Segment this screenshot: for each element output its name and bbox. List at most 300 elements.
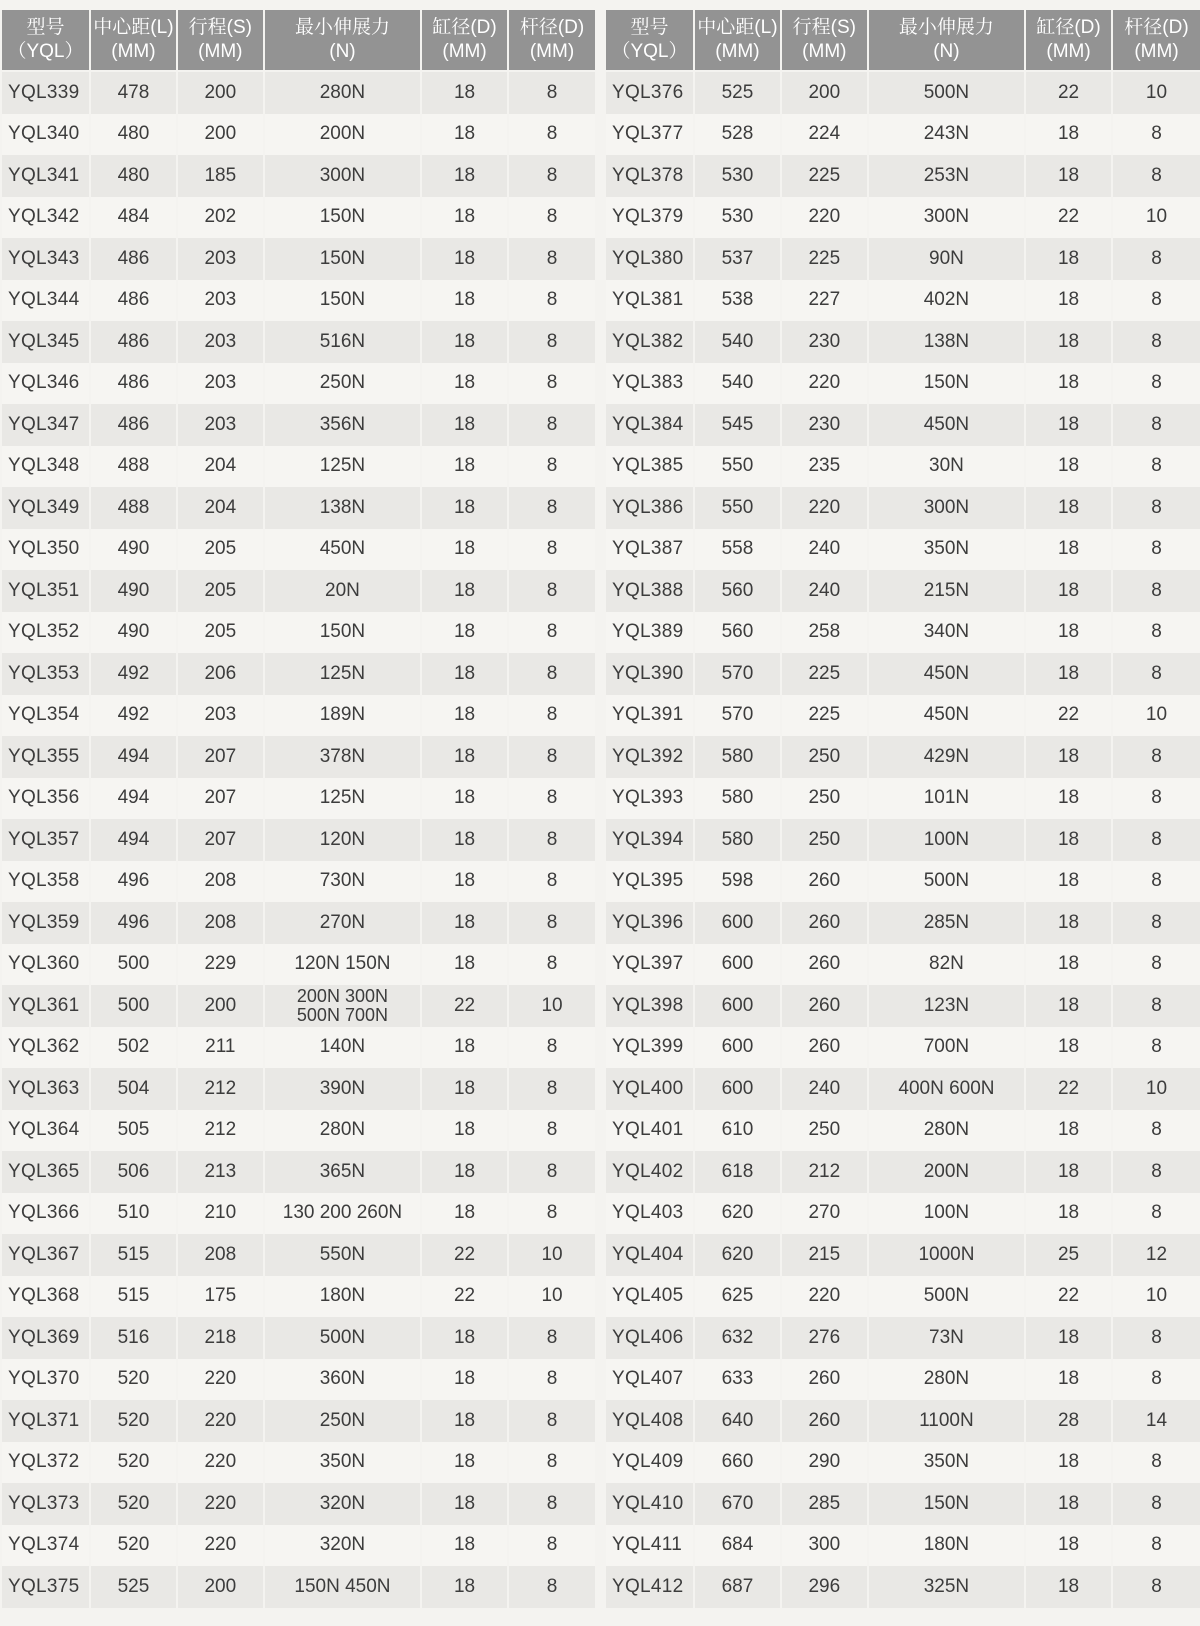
header-model [606,10,693,72]
table-row [2,985,595,1027]
cell-rod-diameter: 8 [509,570,595,612]
cell-min-extension-force: 189N [265,695,420,737]
cell-min-extension-force: 280N [265,1110,420,1152]
table-row [2,238,595,280]
cell-center-distance: 525 [91,1566,176,1608]
table-row [606,1110,1200,1152]
table-row [2,363,595,405]
cell-center-distance: 610 [695,1110,780,1152]
cell-model: YQL358 [2,861,89,903]
table-row [606,1483,1200,1525]
cell-rod-diameter: 8 [1113,404,1200,446]
cell-cylinder-diameter: 22 [422,1276,507,1318]
cell-stroke: 211 [178,1027,263,1069]
cell-min-extension-force: 340N [869,612,1024,654]
cell-rod-diameter: 8 [509,72,595,114]
table-row [2,1317,595,1359]
cell-min-extension-force: 120N [265,819,420,861]
cell-center-distance: 684 [695,1525,780,1567]
cell-center-distance: 480 [91,114,176,156]
cell-model: YQL385 [606,446,693,488]
cell-stroke: 225 [782,653,867,695]
cell-min-extension-force: 500N [869,1276,1024,1318]
cell-cylinder-diameter: 18 [1026,1483,1111,1525]
cell-rod-diameter: 8 [509,280,595,322]
header-unit: (N) [329,41,356,62]
cell-center-distance: 537 [695,238,780,280]
cell-min-extension-force: 390N [265,1068,420,1110]
header-unit: (N) [933,41,960,62]
cell-cylinder-diameter: 18 [422,902,507,944]
cell-cylinder-diameter: 18 [422,1110,507,1152]
cell-min-extension-force: 100N [869,819,1024,861]
cell-model: YQL410 [606,1483,693,1525]
table-row [2,778,595,820]
cell-rod-diameter: 8 [1113,902,1200,944]
cell-stroke: 220 [178,1359,263,1401]
cell-min-extension-force: 280N [869,1359,1024,1401]
table-row [606,487,1200,529]
cell-rod-diameter: 12 [1113,1234,1200,1276]
cell-rod-diameter: 8 [509,695,595,737]
cell-cylinder-diameter: 18 [1026,1110,1111,1152]
cell-model: YQL394 [606,819,693,861]
cell-cylinder-diameter: 18 [422,1068,507,1110]
cell-model: YQL349 [2,487,89,529]
cell-center-distance: 545 [695,404,780,446]
cell-cylinder-diameter: 18 [422,1317,507,1359]
header-label: 杆径(D) [1124,17,1189,38]
cell-rod-diameter: 8 [1113,529,1200,571]
table-row [2,1151,595,1193]
cell-min-extension-force: 500N [265,1317,420,1359]
cell-model: YQL369 [2,1317,89,1359]
cell-model: YQL365 [2,1151,89,1193]
table-row [2,72,595,114]
table-row [606,1400,1200,1442]
cell-cylinder-diameter: 18 [1026,363,1111,405]
cell-min-extension-force: 125N [265,653,420,695]
cell-model: YQL362 [2,1027,89,1069]
cell-stroke: 290 [782,1442,867,1484]
cell-model: YQL402 [606,1151,693,1193]
cell-rod-diameter: 10 [1113,197,1200,239]
cell-stroke: 260 [782,1027,867,1069]
cell-cylinder-diameter: 18 [422,446,507,488]
header-center-distance [695,10,780,72]
cell-rod-diameter: 8 [509,1442,595,1484]
table-row [2,1566,595,1608]
cell-stroke: 203 [178,280,263,322]
cell-stroke: 200 [782,72,867,114]
cell-cylinder-diameter: 18 [422,1566,507,1608]
header-label: 中心距(L) [697,17,778,38]
cell-rod-diameter: 8 [1113,1193,1200,1235]
cell-stroke: 213 [178,1151,263,1193]
cell-min-extension-force: 73N [869,1317,1024,1359]
cell-cylinder-diameter: 22 [1026,72,1111,114]
cell-rod-diameter: 8 [509,653,595,695]
cell-rod-diameter: 8 [1113,238,1200,280]
cell-stroke: 240 [782,1068,867,1110]
spec-table-right [604,10,1200,1608]
header-min-extension-force [265,10,420,72]
header-row [2,10,595,72]
header-unit: （YQL） [7,41,84,62]
cell-min-extension-force: 325N [869,1566,1024,1608]
cell-cylinder-diameter: 18 [1026,985,1111,1027]
table-row [606,1234,1200,1276]
table-row [606,944,1200,986]
table-row [606,1317,1200,1359]
cell-model: YQL348 [2,446,89,488]
cell-center-distance: 484 [91,197,176,239]
cell-cylinder-diameter: 18 [1026,1566,1111,1608]
cell-rod-diameter: 8 [509,404,595,446]
table-row [606,72,1200,114]
header-label: 最小伸展力 [294,17,390,38]
cell-min-extension-force: 140N [265,1027,420,1069]
cell-min-extension-force: 150N [265,197,420,239]
cell-min-extension-force: 150N [869,1483,1024,1525]
cell-stroke: 227 [782,280,867,322]
cell-center-distance: 660 [695,1442,780,1484]
cell-stroke: 220 [178,1400,263,1442]
cell-model: YQL361 [2,985,89,1027]
header-label: 中心距(L) [93,17,174,38]
cell-center-distance: 558 [695,529,780,571]
cell-model: YQL405 [606,1276,693,1318]
cell-center-distance: 486 [91,321,176,363]
table-row [606,280,1200,322]
cell-rod-diameter: 8 [1113,1483,1200,1525]
cell-stroke: 185 [178,155,263,197]
cell-center-distance: 515 [91,1276,176,1318]
table-row [2,653,595,695]
cell-stroke: 220 [782,1276,867,1318]
header-rod-diameter [509,10,595,72]
cell-cylinder-diameter: 18 [1026,1151,1111,1193]
cell-model: YQL359 [2,902,89,944]
header-model [2,10,89,72]
cell-rod-diameter: 8 [509,114,595,156]
cell-rod-diameter: 8 [1113,487,1200,529]
cell-model: YQL386 [606,487,693,529]
cell-rod-diameter: 8 [509,902,595,944]
cell-center-distance: 620 [695,1193,780,1235]
cell-center-distance: 506 [91,1151,176,1193]
cell-rod-diameter: 8 [509,1110,595,1152]
cell-cylinder-diameter: 18 [422,778,507,820]
cell-cylinder-diameter: 18 [422,197,507,239]
cell-rod-diameter: 8 [1113,861,1200,903]
table-row [606,861,1200,903]
cell-stroke: 212 [178,1068,263,1110]
table-row [2,197,595,239]
header-unit: (MM) [715,41,760,62]
cell-center-distance: 488 [91,487,176,529]
cell-stroke: 203 [178,321,263,363]
cell-min-extension-force: 30N [869,446,1024,488]
cell-model: YQL363 [2,1068,89,1110]
cell-min-extension-force: 150N [265,280,420,322]
cell-stroke: 204 [178,446,263,488]
cell-min-extension-force: 450N [869,653,1024,695]
cell-rod-diameter: 8 [509,1566,595,1608]
cell-min-extension-force: 100N [869,1193,1024,1235]
cell-model: YQL373 [2,1483,89,1525]
cell-model: YQL376 [606,72,693,114]
cell-cylinder-diameter: 18 [1026,404,1111,446]
cell-center-distance: 540 [695,321,780,363]
cell-center-distance: 505 [91,1110,176,1152]
cell-rod-diameter: 8 [509,446,595,488]
cell-rod-diameter: 8 [1113,653,1200,695]
cell-rod-diameter: 8 [509,1483,595,1525]
cell-stroke: 200 [178,1566,263,1608]
cell-rod-diameter: 10 [509,1234,595,1276]
cell-rod-diameter: 8 [509,1317,595,1359]
table-row [2,1483,595,1525]
cell-stroke: 260 [782,1400,867,1442]
cell-model: YQL371 [2,1400,89,1442]
cell-stroke: 220 [782,363,867,405]
table-row [606,778,1200,820]
cell-model: YQL398 [606,985,693,1027]
cell-cylinder-diameter: 18 [422,653,507,695]
cell-rod-diameter: 8 [1113,280,1200,322]
cell-stroke: 250 [782,1110,867,1152]
cell-stroke: 202 [178,197,263,239]
cell-center-distance: 620 [695,1234,780,1276]
cell-min-extension-force: 350N [265,1442,420,1484]
header-unit: (MM) [1134,41,1179,62]
table-row [606,446,1200,488]
cell-center-distance: 600 [695,902,780,944]
cell-cylinder-diameter: 25 [1026,1234,1111,1276]
cell-stroke: 235 [782,446,867,488]
cell-stroke: 205 [178,570,263,612]
cell-model: YQL391 [606,695,693,737]
cell-cylinder-diameter: 18 [422,861,507,903]
cell-min-extension-force: 516N [265,321,420,363]
table-row [606,529,1200,571]
cell-center-distance: 570 [695,653,780,695]
cell-model: YQL367 [2,1234,89,1276]
cell-center-distance: 490 [91,570,176,612]
cell-min-extension-force: 365N [265,1151,420,1193]
cell-cylinder-diameter: 18 [1026,1027,1111,1069]
cell-stroke: 296 [782,1566,867,1608]
cell-stroke: 200 [178,114,263,156]
cell-stroke: 203 [178,404,263,446]
cell-center-distance: 560 [695,612,780,654]
cell-center-distance: 618 [695,1151,780,1193]
cell-rod-diameter: 8 [509,1068,595,1110]
table-row [606,1151,1200,1193]
cell-cylinder-diameter: 18 [422,612,507,654]
cell-cylinder-diameter: 18 [1026,570,1111,612]
cell-stroke: 224 [782,114,867,156]
cell-cylinder-diameter: 18 [422,487,507,529]
cell-center-distance: 496 [91,902,176,944]
table-row [2,1400,595,1442]
cell-center-distance: 580 [695,778,780,820]
header-label: 缸径(D) [432,17,497,38]
cell-min-extension-force: 550N [265,1234,420,1276]
header-cylinder-diameter [1026,10,1111,72]
cell-stroke: 205 [178,612,263,654]
cell-model: YQL381 [606,280,693,322]
cell-min-extension-force: 350N [869,529,1024,571]
cell-rod-diameter: 8 [1113,1359,1200,1401]
table-row [606,985,1200,1027]
cell-rod-diameter: 10 [1113,1068,1200,1110]
cell-rod-diameter: 8 [1113,114,1200,156]
header-unit: (MM) [1046,41,1091,62]
header-unit: (MM) [442,41,487,62]
cell-stroke: 220 [782,197,867,239]
cell-model: YQL351 [2,570,89,612]
cell-cylinder-diameter: 18 [422,238,507,280]
cell-stroke: 212 [178,1110,263,1152]
cell-rod-diameter: 8 [1113,944,1200,986]
cell-model: YQL393 [606,778,693,820]
cell-cylinder-diameter: 18 [1026,778,1111,820]
cell-center-distance: 516 [91,1317,176,1359]
cell-min-extension-force: 1100N [869,1400,1024,1442]
table-row [606,197,1200,239]
table-row [2,1234,595,1276]
cell-cylinder-diameter: 18 [422,363,507,405]
table-row [2,570,595,612]
cell-stroke: 220 [178,1442,263,1484]
cell-model: YQL387 [606,529,693,571]
cell-model: YQL400 [606,1068,693,1110]
cell-center-distance: 640 [695,1400,780,1442]
cell-cylinder-diameter: 18 [1026,487,1111,529]
cell-stroke: 230 [782,321,867,363]
cell-stroke: 220 [178,1483,263,1525]
header-cylinder-diameter [422,10,507,72]
cell-stroke: 218 [178,1317,263,1359]
cell-center-distance: 502 [91,1027,176,1069]
cell-cylinder-diameter: 22 [422,985,507,1027]
cell-rod-diameter: 8 [1113,1027,1200,1069]
cell-min-extension-force: 150N [869,363,1024,405]
cell-cylinder-diameter: 18 [422,321,507,363]
table-row [606,1193,1200,1235]
cell-model: YQL344 [2,280,89,322]
cell-cylinder-diameter: 18 [422,114,507,156]
cell-center-distance: 478 [91,72,176,114]
table-row [2,612,595,654]
table-row [2,1525,595,1567]
header-rod-diameter [1113,10,1200,72]
cell-min-extension-force: 20N [265,570,420,612]
cell-stroke: 250 [782,819,867,861]
cell-min-extension-force: 300N [869,197,1024,239]
cell-model: YQL395 [606,861,693,903]
cell-center-distance: 530 [695,155,780,197]
cell-center-distance: 494 [91,736,176,778]
cell-min-extension-force: 180N [265,1276,420,1318]
cell-min-extension-force: 270N [265,902,420,944]
cell-model: YQL360 [2,944,89,986]
cell-center-distance: 488 [91,446,176,488]
cell-min-extension-force: 1000N [869,1234,1024,1276]
table-row [2,280,595,322]
cell-stroke: 240 [782,529,867,571]
table-row [2,861,595,903]
cell-stroke: 207 [178,736,263,778]
header-row [606,10,1200,72]
cell-rod-diameter: 8 [509,197,595,239]
cell-rod-diameter: 8 [1113,1442,1200,1484]
cell-stroke: 210 [178,1193,263,1235]
cell-model: YQL366 [2,1193,89,1235]
header-label: 最小伸展力 [898,17,994,38]
cell-min-extension-force: 243N [869,114,1024,156]
header-label: 缸径(D) [1036,17,1101,38]
cell-center-distance: 500 [91,944,176,986]
cell-cylinder-diameter: 28 [1026,1400,1111,1442]
table-row [2,321,595,363]
cell-stroke: 260 [782,902,867,944]
table-row [606,695,1200,737]
cell-cylinder-diameter: 18 [1026,1525,1111,1567]
cell-center-distance: 560 [695,570,780,612]
cell-stroke: 250 [782,736,867,778]
cell-center-distance: 520 [91,1359,176,1401]
cell-stroke: 203 [178,238,263,280]
cell-min-extension-force: 300N [265,155,420,197]
cell-cylinder-diameter: 18 [1026,446,1111,488]
cell-stroke: 225 [782,155,867,197]
cell-stroke: 212 [782,1151,867,1193]
cell-model: YQL396 [606,902,693,944]
cell-center-distance: 510 [91,1193,176,1235]
table-row [606,238,1200,280]
cell-cylinder-diameter: 18 [422,1193,507,1235]
cell-model: YQL353 [2,653,89,695]
cell-rod-diameter: 8 [509,612,595,654]
header-unit: (MM) [802,41,847,62]
cell-model: YQL341 [2,155,89,197]
cell-stroke: 270 [782,1193,867,1235]
cell-center-distance: 625 [695,1276,780,1318]
cell-center-distance: 515 [91,1234,176,1276]
cell-min-extension-force: 285N [869,902,1024,944]
table-row [2,155,595,197]
cell-cylinder-diameter: 18 [1026,114,1111,156]
cell-stroke: 207 [178,819,263,861]
cell-min-extension-force: 90N [869,238,1024,280]
table-row [606,1068,1200,1110]
cell-model: YQL340 [2,114,89,156]
cell-min-extension-force: 356N [265,404,420,446]
table-row [2,819,595,861]
table-row [2,114,595,156]
cell-cylinder-diameter: 18 [1026,861,1111,903]
cell-model: YQL382 [606,321,693,363]
table-row [2,404,595,446]
cell-rod-diameter: 8 [1113,1151,1200,1193]
cell-stroke: 225 [782,238,867,280]
cell-center-distance: 633 [695,1359,780,1401]
cell-rod-diameter: 8 [509,321,595,363]
cell-cylinder-diameter: 18 [1026,1442,1111,1484]
